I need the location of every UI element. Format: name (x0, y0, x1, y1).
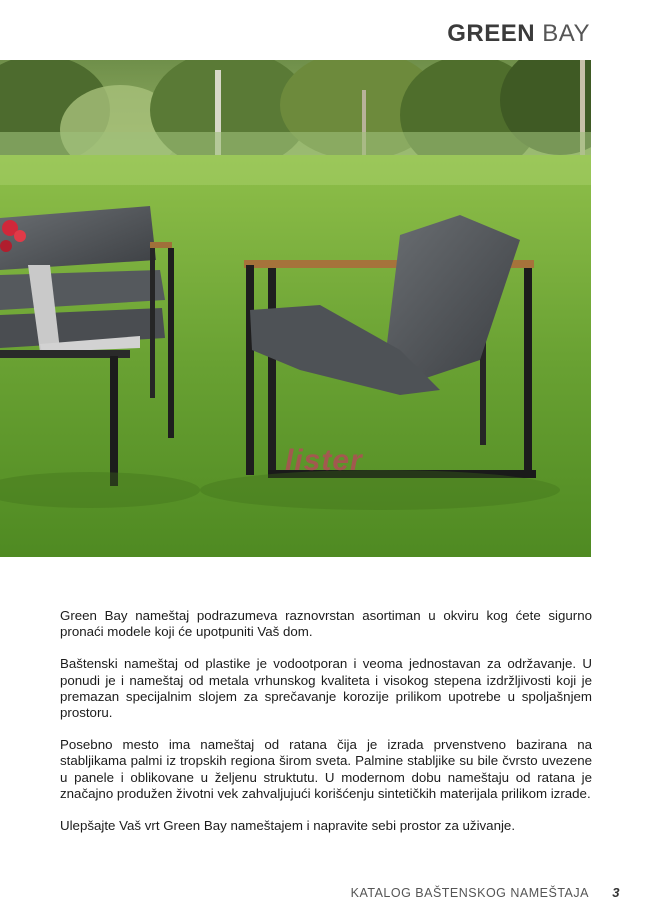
page-footer (351, 885, 620, 900)
garden-furniture-illustration (0, 60, 591, 557)
paragraph-intro: Green Bay nameštaj podrazumeva raznovrstan asortiman u okviru kog ćete sigurno pronaći modele koji će upotpuniti Vaš dom. (60, 608, 592, 640)
body-text (60, 608, 592, 850)
product-photo (0, 60, 591, 557)
brand-name-light: BAY (542, 20, 590, 47)
paragraph-closing: Ulepšajte Vaš vrt Green Bay nameštajem i napravite sebi prostor za uživanje. (60, 818, 516, 834)
catalog-label: KATALOG BAŠTENSKOG NAMEŠTAJA (350, 886, 589, 900)
paragraph-rattan: Posebno mesto ima nameštaj od ratana čija je izrada prvenstveno bazirana na stabljikama palmi iz tropskih regiona širom sveta. Palmine stabljike su bile čvrsto uvezene u panele i oblikovane u željenu struktutu. U modernom dobu nameštaju od ratana je značajno produžen životni vek zahvaljujući korišćenju sintetičkih materijala prilikom izrade. (60, 737, 592, 801)
brand-logo (447, 20, 590, 48)
watermark-text: lister (285, 444, 363, 477)
paragraph-plastic-metal: Baštenski nameštaj od plastike je vodootporan i veoma jednostavan za održavanje. U ponudi je i nameštaj od metala vrhunskog kvaliteta i visokog stepena izdržljivosti koji je premazan specijalnim slojem za sprečavanje korozije prilikom upotrebe u spoljašnjem prostoru. (60, 656, 592, 721)
page-number: 3 (612, 885, 620, 900)
brand-name-bold: GREEN (447, 20, 536, 47)
